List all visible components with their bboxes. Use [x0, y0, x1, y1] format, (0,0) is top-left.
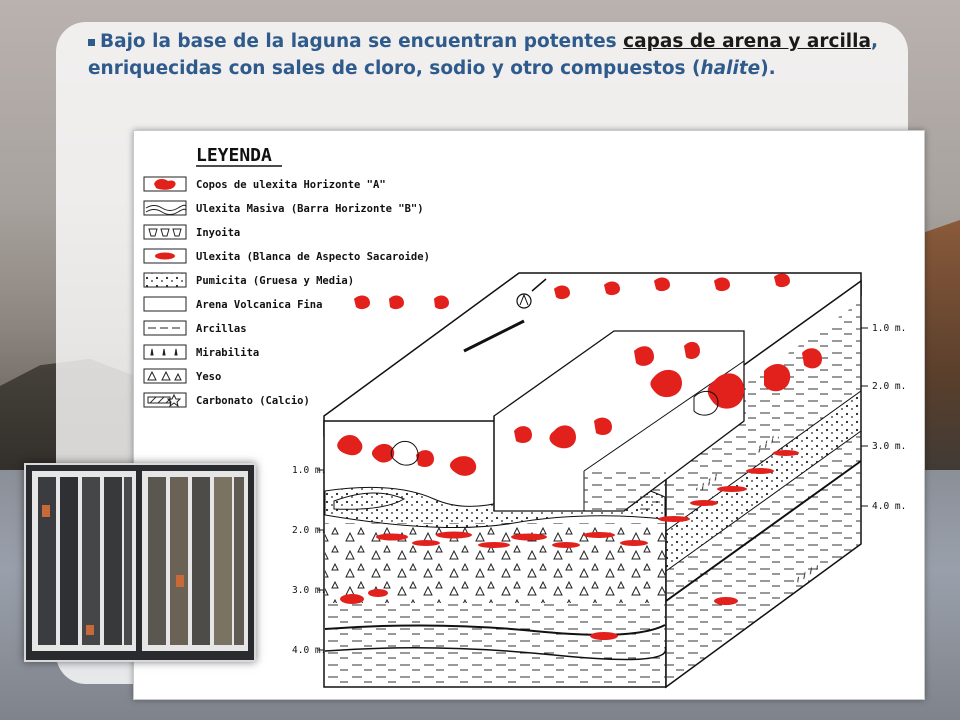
slide-bullet-text	[88, 28, 878, 82]
legend-label-massive-ulexite: Ulexita Masiva (Barra Horizonte "B")	[196, 203, 424, 215]
legend-symbol-red-blob	[154, 179, 176, 190]
bullet-text-part3: ).	[760, 58, 776, 79]
cutout-floor-clays	[584, 471, 666, 511]
depth-labels-left	[292, 465, 326, 656]
bullet-italic-halite: halite	[700, 58, 761, 79]
legend-box-fine-sand	[144, 297, 186, 311]
depth-left-1m: 1.0 m.	[292, 465, 327, 476]
core-samples-photo	[24, 463, 256, 662]
bullet-text-part2: , enriquecidas con sales de cloro, sodio y otro compuestos (	[88, 31, 878, 79]
legend-symbol-triangles	[148, 372, 181, 380]
bullet-text-part1: Bajo la base de la laguna se encuentran potentes	[100, 31, 624, 52]
bullet-square-icon	[88, 39, 95, 46]
legend-symbol-trapezoids	[149, 229, 181, 236]
legend-symbol-carbonate-hatch	[148, 397, 170, 403]
legend-symbol-red-lens	[155, 253, 175, 260]
legend-label-white-ulexite: Ulexita (Blanca de Aspecto Sacaroide)	[196, 251, 430, 263]
legend-label-inyoite: Inyoita	[196, 227, 241, 239]
depth-right-2m: 2.0 m.	[872, 381, 907, 392]
front-layer-clays	[325, 603, 665, 686]
depth-right-3m: 3.0 m.	[872, 441, 907, 452]
legend-label-gypsum: Yeso	[196, 371, 222, 383]
legend-box-pumicite	[144, 273, 186, 287]
core-strips-left	[38, 477, 132, 645]
legend-symbols	[144, 177, 186, 407]
legend-symbol-drops	[151, 349, 177, 355]
legend-box-massive-ulexite	[144, 201, 186, 215]
legend-label-pumicite: Pumicita (Gruesa y Media)	[196, 275, 355, 287]
legend-title: LEYENDA	[196, 145, 272, 166]
block-diagram	[324, 273, 861, 687]
depth-labels-right	[872, 323, 906, 512]
depth-left-2m: 2.0 m.	[292, 525, 327, 536]
legend-label-clays: Arcillas	[196, 323, 247, 335]
core-strips-right	[148, 477, 244, 645]
legend-label-carbonate: Carbonato (Calcio)	[196, 395, 310, 407]
depth-right-4m: 4.0 m.	[872, 501, 907, 512]
depth-left-4m: 4.0 m.	[292, 645, 327, 656]
depth-left-3m: 3.0 m.	[292, 585, 327, 596]
legend-label-mirabilite: Mirabilita	[196, 347, 260, 359]
bullet-underlined-phrase: capas de arena y arcilla	[623, 31, 871, 52]
depth-right-1m: 1.0 m.	[872, 323, 907, 334]
legend-label-fine-sand: Arena Volcanica Fina	[196, 299, 323, 311]
legend-label-ulexite-flakes: Copos de ulexita Horizonte "A"	[196, 179, 386, 191]
